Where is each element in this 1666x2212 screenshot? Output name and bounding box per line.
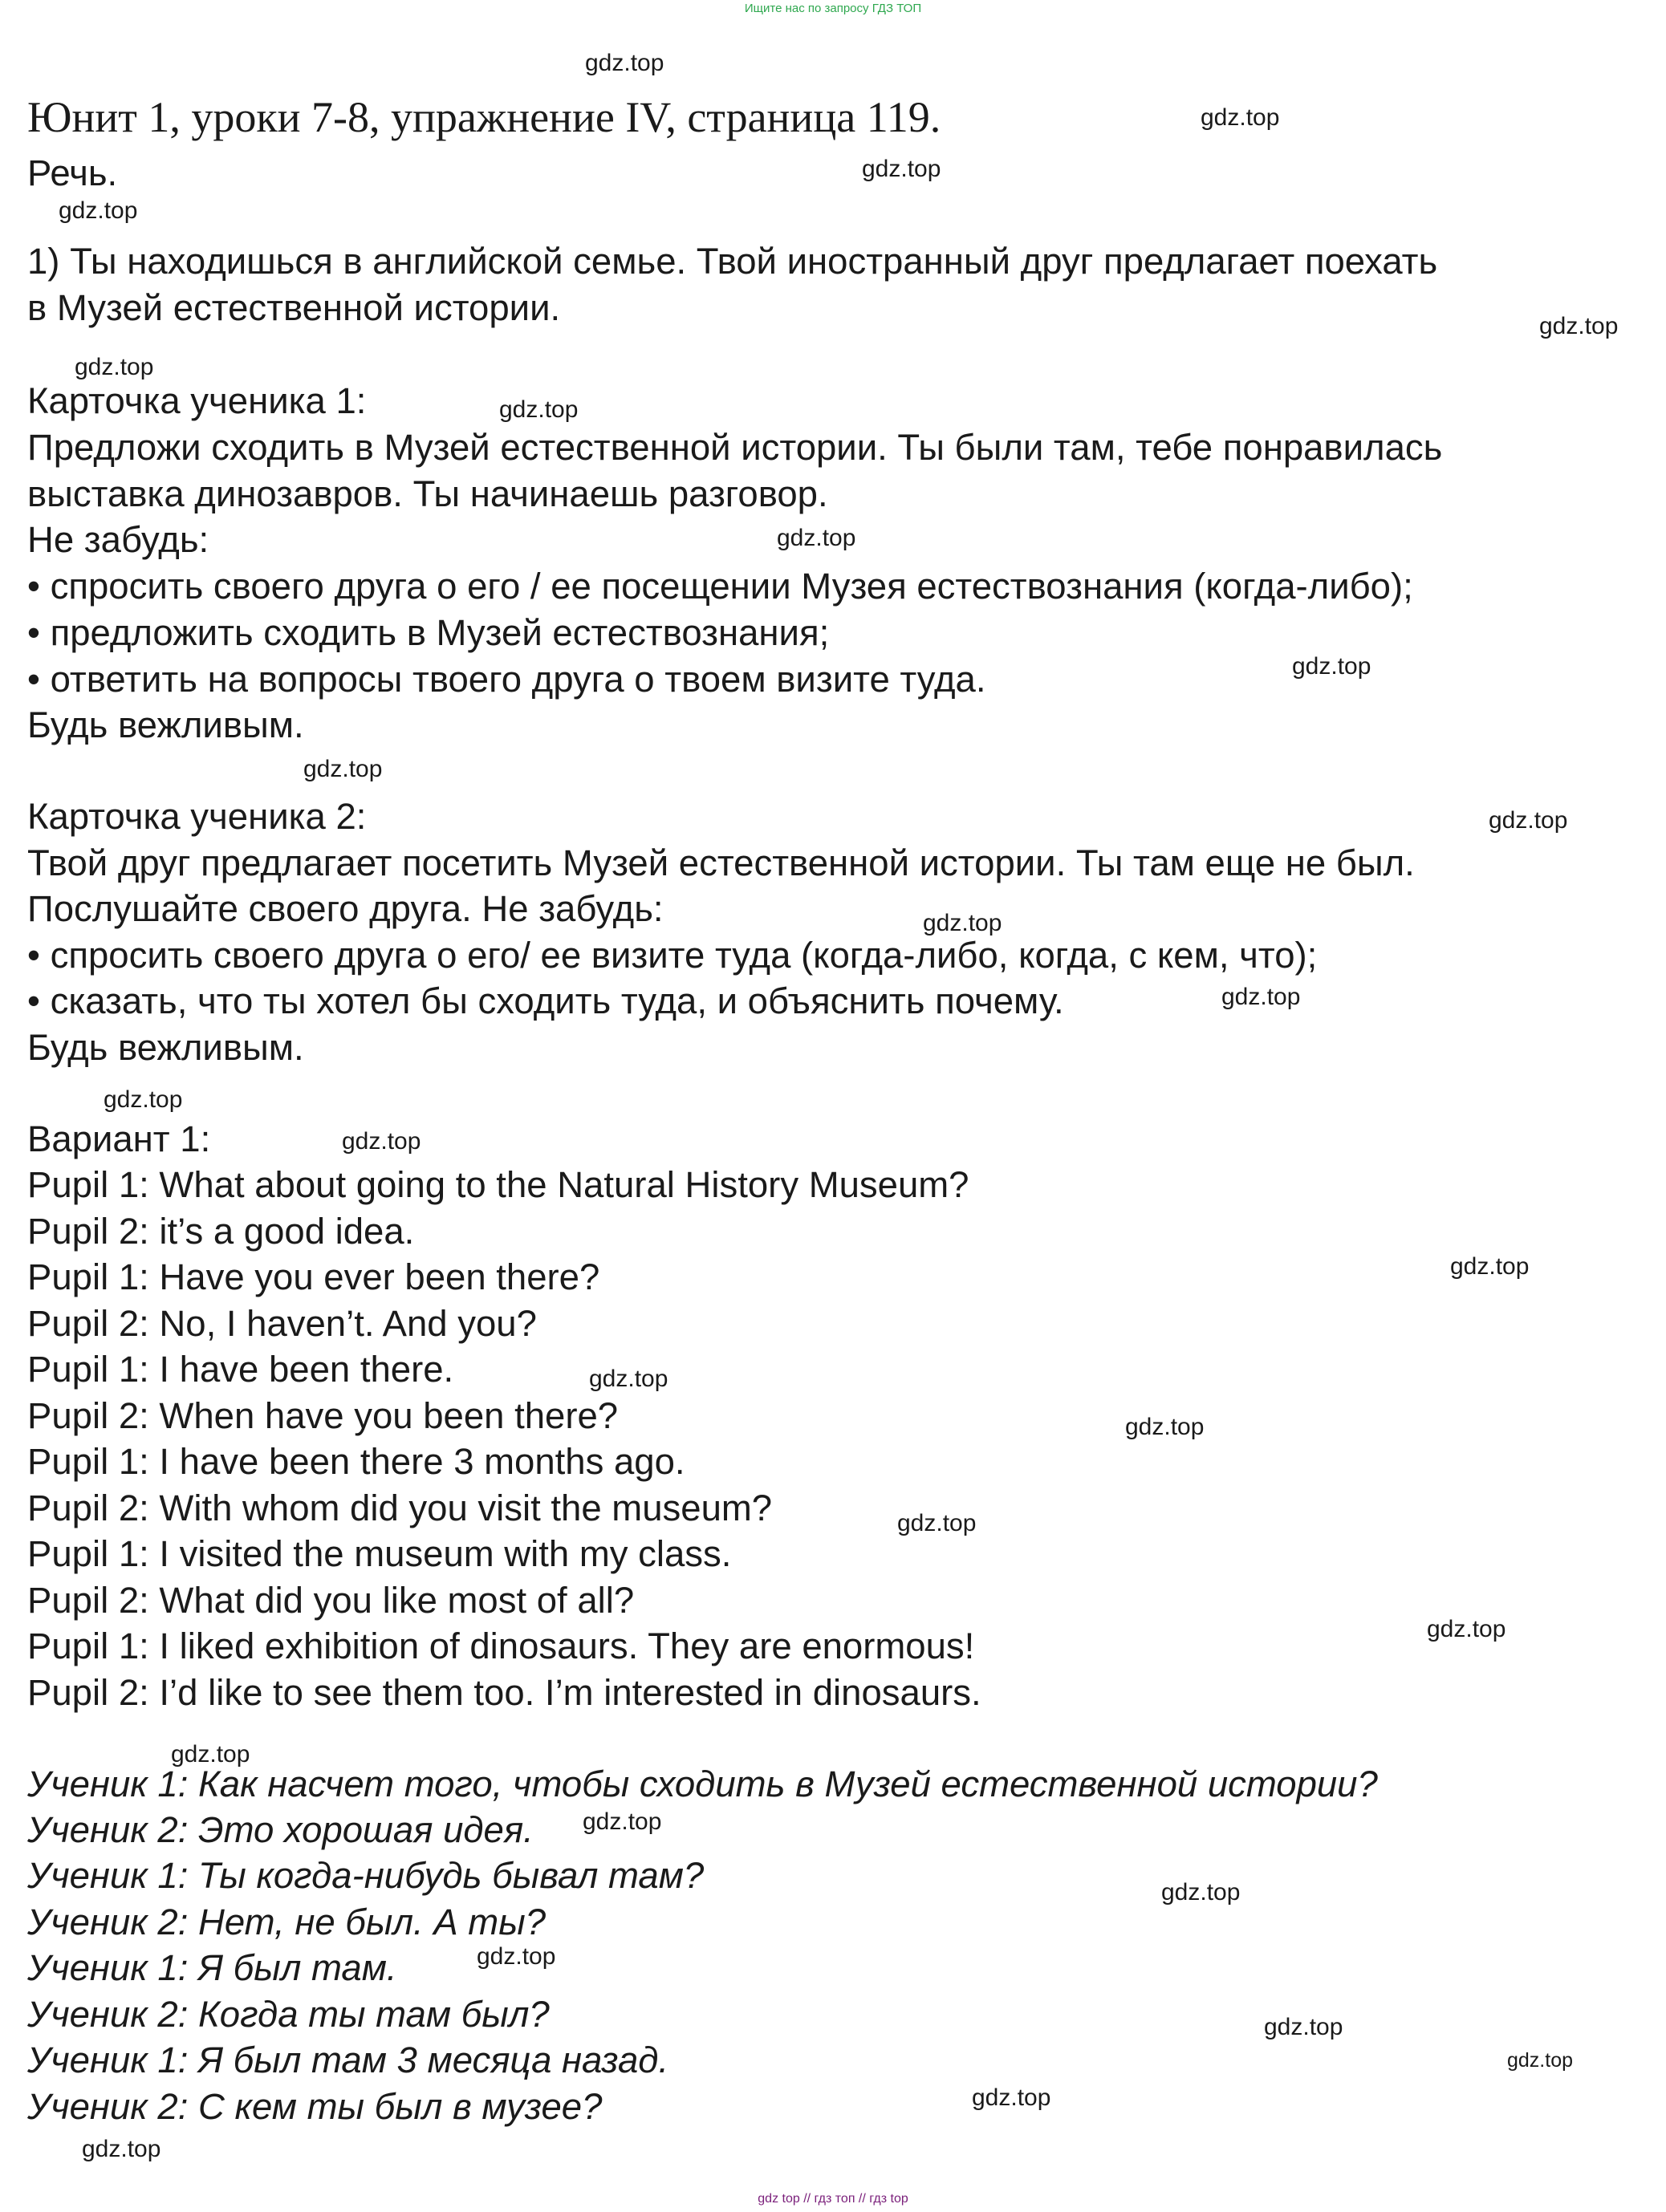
watermark: gdz.top	[1489, 807, 1568, 834]
watermark: gdz.top	[585, 50, 664, 76]
card2-bullet: • сказать, что ты хотел бы сходить туда, и объяснить почему.	[27, 980, 1064, 1021]
watermark: gdz.top	[589, 1366, 668, 1392]
card1-line: Будь вежливым.	[27, 704, 304, 745]
watermark: gdz.top	[342, 1128, 421, 1155]
watermark: gdz.top	[75, 354, 154, 380]
dialogue-line-ru: Ученик 2: Нет, не был. А ты?	[27, 1902, 546, 1942]
card1-bullet: • спросить своего друга о его / ее посещении Музея естествознания (когда-либо);	[27, 566, 1413, 607]
card1-heading: Карточка ученика 1:	[27, 380, 367, 421]
dialogue-line-en: Pupil 2: I’d like to see them too. I’m interested in dinosaurs.	[27, 1672, 981, 1713]
watermark: gdz.top	[82, 2136, 161, 2162]
watermark: gdz.top	[583, 1808, 662, 1835]
card1-bullet: • ответить на вопросы твоего друга о твоем визите туда.	[27, 659, 986, 700]
dialogue-line-ru: Ученик 1: Ты когда-нибудь бывал там?	[27, 1855, 705, 1896]
dialogue-line-ru: Ученик 2: Это хорошая идея.	[27, 1809, 534, 1850]
watermark: gdz.top	[777, 525, 856, 551]
card2-line: Послушайте своего друга. Не забудь:	[27, 888, 664, 929]
watermark: gdz.top	[1161, 1879, 1241, 1906]
dialogue-line-en: Pupil 1: I have been there.	[27, 1349, 454, 1390]
dialogue-line-ru: Ученик 1: Я был там.	[27, 1947, 397, 1988]
dialogue-line-en: Pupil 2: When have you been there?	[27, 1395, 619, 1436]
dialogue-line-en: Pupil 2: it’s a good idea.	[27, 1211, 415, 1252]
watermark: gdz.top	[1507, 2049, 1574, 2072]
watermark: gdz.top	[862, 156, 941, 182]
dialogue-line-en: Pupil 1: I visited the museum with my class.	[27, 1533, 732, 1574]
watermark: gdz.top	[1221, 984, 1301, 1010]
section-heading: Речь.	[27, 152, 118, 193]
dialogue-line-en: Pupil 2: With whom did you visit the museum?	[27, 1488, 773, 1528]
dialogue-line-ru: Ученик 1: Я был там 3 месяца назад.	[27, 2040, 669, 2080]
dialogue-line-en: Pupil 1: What about going to the Natural History Museum?	[27, 1164, 969, 1205]
dialogue-line-ru: Ученик 2: С кем ты был в музее?	[27, 2086, 603, 2127]
page-title: Юнит 1, уроки 7-8, упражнение IV, страница 119.	[27, 93, 941, 141]
watermark: gdz.top	[104, 1086, 183, 1113]
card2-bullet: • спросить своего друга о его/ ее визите туда (когда-либо, когда, с кем, что);	[27, 935, 1318, 976]
card2-heading: Карточка ученика 2:	[27, 796, 367, 837]
dialogue-line-en: Pupil 1: I have been there 3 months ago.	[27, 1441, 685, 1482]
variant-heading: Вариант 1:	[27, 1118, 211, 1159]
watermark: gdz.top	[1292, 653, 1371, 680]
watermark: gdz.top	[477, 1943, 556, 1970]
watermark: gdz.top	[1427, 1616, 1506, 1642]
watermark: gdz.top	[499, 396, 579, 423]
watermark: gdz.top	[1201, 104, 1280, 131]
watermark: gdz.top	[1539, 313, 1619, 339]
task-line: в Музей естественной истории.	[27, 287, 561, 328]
dialogue-line-en: Pupil 1: Have you ever been there?	[27, 1256, 600, 1297]
card1-line: Не забудь:	[27, 519, 209, 560]
dialogue-line-en: Pupil 2: What did you like most of all?	[27, 1580, 635, 1621]
watermark: gdz.top	[1450, 1253, 1530, 1280]
watermark: gdz.top	[1264, 2014, 1343, 2040]
card1-line: выставка динозавров. Ты начинаешь разговор.	[27, 473, 828, 514]
watermark: gdz.top	[171, 1741, 250, 1768]
watermark: gdz.top	[59, 197, 138, 224]
card1-bullet: • предложить сходить в Музей естествознания;	[27, 612, 830, 653]
watermark: gdz.top	[923, 910, 1002, 936]
task-line: 1) Ты находишься в английской семье. Твой иностранный друг предлагает поехать	[27, 241, 1438, 282]
dialogue-line-en: Pupil 1: I liked exhibition of dinosaurs. They are enormous!	[27, 1626, 975, 1666]
footer-watermark: gdz top // гдз топ // гдз top	[758, 2192, 908, 2206]
card2-line: Твой друг предлагает посетить Музей естественной истории. Ты там еще не был.	[27, 842, 1415, 883]
dialogue-line-ru: Ученик 1: Как насчет того, чтобы сходить в Музей естественной истории?	[27, 1764, 1378, 1804]
card1-line: Предложи сходить в Музей естественной истории. Ты были там, тебе понравилась	[27, 427, 1443, 468]
top-banner: Ищите нас по запросу ГДЗ ТОП	[744, 2, 922, 15]
card2-line: Будь вежливым.	[27, 1027, 304, 1068]
dialogue-line-en: Pupil 2: No, I haven’t. And you?	[27, 1303, 537, 1344]
watermark: gdz.top	[972, 2084, 1051, 2111]
watermark: gdz.top	[1125, 1414, 1205, 1440]
watermark: gdz.top	[303, 756, 383, 782]
watermark: gdz.top	[897, 1510, 977, 1536]
dialogue-line-ru: Ученик 2: Когда ты там был?	[27, 1994, 550, 2035]
